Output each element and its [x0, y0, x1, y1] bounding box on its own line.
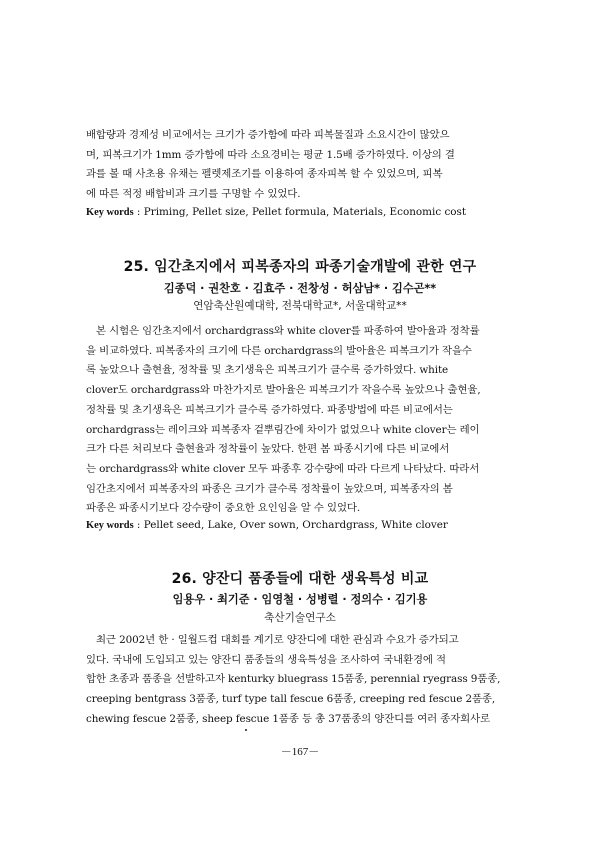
intro-keywords-label: Key words — [86, 207, 134, 218]
text-line: 을 비교하였다. 피복종자의 크기에 다른 orchardgrass의 발아율은 피복크기가 작을수 — [86, 344, 472, 357]
article25-keywords-text: : Pellet seed, Lake, Over sown, Orchardgrass, White clover — [133, 519, 448, 531]
text-line: 있다. 국내에 도입되고 있는 양잔디 품종들의 생육특성을 조사하여 국내환경에 적 — [86, 653, 446, 666]
article26-authors: 임용우 · 최기준 · 임영철 · 성병렬 · 정의수 · 김기용 — [172, 593, 428, 606]
article25-keywords-label: Key words — [86, 520, 134, 531]
intro-keywords — [86, 204, 526, 221]
text-line: orchardgrass는 레이크와 피복종자 겉뿌림간에 차이가 없었으나 white clover는 레이 — [86, 423, 480, 436]
article25-title: 25. 임간초지에서 피복종자의 파종기술개발에 관한 연구 — [123, 259, 477, 275]
article26-abstract — [86, 631, 514, 730]
text-line: 록 높았으나 출현율, 정착률 및 초기생육은 피복크기가 클수록 증가하였다. white — [86, 364, 449, 377]
text-line: 배합량과 경제성 비교에서는 크기가 증가함에 따라 피복물질과 소요시간이 많았으 — [86, 129, 450, 141]
text-line: chewing fescue 2품종, sheep fescue 1품종 등 총 37품종의 양잔디를 여러 종자회사로 — [86, 712, 490, 725]
stray-mark — [245, 729, 247, 731]
text-line: 본 시험은 임간초지에서 orchardgrass와 white clover를 파종하여 발아율과 정착률 — [96, 325, 480, 337]
text-line: creeping bentgrass 3품종, turf type tall fescue 6품종, creeping red fescue 2품종, — [86, 693, 496, 706]
text-line: 며, 피복크기가 1mm 증가함에 따라 소요경비는 평균 1.5배 증가하였다. 이상의 결 — [86, 148, 455, 161]
article26-title: 26. 양잔디 품종들에 대한 생육특성 비교 — [171, 571, 429, 587]
article25-affiliation: 연암축산원예대학, 전북대학교*, 서울대학교** — [193, 300, 407, 312]
text-line: 크가 다른 처리보다 출현율과 정착률이 높았다. 한편 봄 파종시기에 다른 비교에서 — [86, 443, 450, 456]
article25-keywords — [86, 517, 526, 534]
text-line: 파종은 파종시기보다 강수량이 중요한 요인임을 알 수 있었다. — [86, 502, 361, 515]
article26-affiliation: 축산기술연구소 — [264, 612, 336, 624]
page-number: －167－ — [280, 746, 320, 758]
text-line: 는 orchardgrass와 white clover 모두 파종후 강수량에 따라 다르게 나타났다. 따라서 — [86, 462, 480, 475]
intro-keywords-text: : Priming, Pellet size, Pellet formula, Materials, Economic cost — [133, 206, 467, 218]
article25-abstract — [86, 322, 514, 519]
text-line: 최근 2002년 한 · 일월드컵 대회를 계기로 양잔디에 대한 관심과 수요가 증가되고 — [96, 634, 459, 646]
text-line: 과를 볼 때 사초용 유채는 펠렛제조기를 이용하여 종자피복 할 수 있었으며, 피복 — [86, 168, 443, 181]
article25-authors: 김종덕 · 권찬호 · 김효주 · 전창성 · 허삼남* · 김수곤** — [163, 282, 437, 295]
intro-paragraph — [86, 126, 514, 205]
text-line: 정착률 및 초기생육은 피복크기가 클수록 증가하였다. 파종방법에 따른 비교에서는 — [86, 403, 453, 416]
text-line: 합한 초종과 품종을 선발하고자 kenturky bluegrass 15품종, perennial ryegrass 9품종, — [86, 673, 501, 686]
text-line: 임간초지에서 피복종자의 파종은 크기가 클수록 정착률이 높았으며, 피복종자의 봄 — [86, 482, 453, 495]
text-line: 에 따른 적정 배합비과 크기를 구명할 수 있었다. — [86, 188, 301, 201]
text-line: clover도 orchardgrass와 마찬가지로 발아율은 피복크기가 작을수록 높았으나 출현율, — [86, 384, 481, 397]
